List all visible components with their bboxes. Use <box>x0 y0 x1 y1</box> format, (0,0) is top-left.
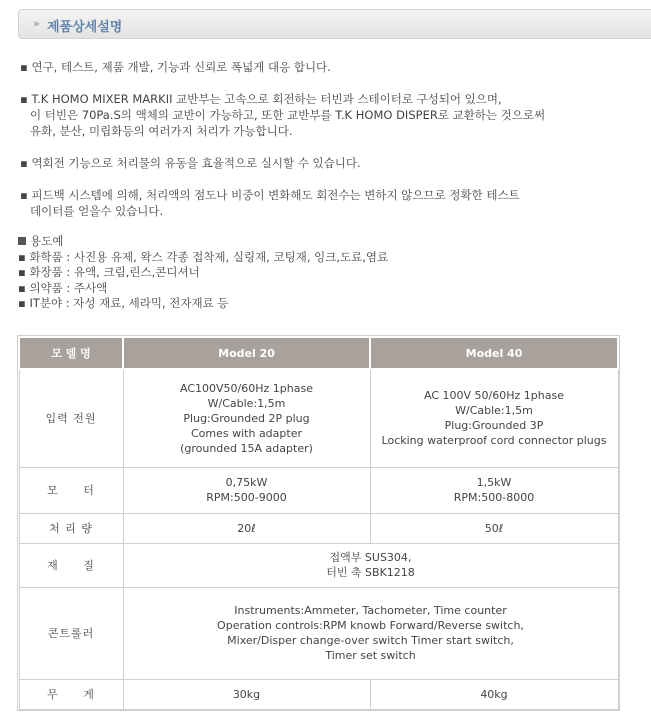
controller-value <box>123 587 618 679</box>
table-row-weight <box>19 679 618 709</box>
feature-paragraph-3 <box>20 155 361 171</box>
cell-line: Timer set switch <box>325 649 416 662</box>
table-row-controller <box>19 587 618 679</box>
usage-item: ▪ 화장품 : 유액, 크림,린스,콘디셔너 <box>18 265 200 279</box>
cell-line: W/Cable:1,5m <box>207 396 286 410</box>
usage-item: ▪ 화학품 : 사진용 유제, 왁스 각종 접착제, 실링재, 코팅재, 잉크,도료,염료 <box>18 249 389 264</box>
header-model-40: Model 40 <box>370 337 618 369</box>
feature-paragraph-1 <box>20 59 331 75</box>
cell-line: Mixer/Disper change-over switch Timer start switch, <box>227 634 514 647</box>
cell-line: Operation controls:RPM knowb Forward/Reverse switch, <box>217 619 524 632</box>
paragraph-line: 이 터빈은 70Pa.S의 액체의 교반이 가능하고, 또한 교반부를 T.K HOMO DISPER로 교환하는 것으로써 <box>30 108 546 122</box>
section-header <box>18 9 651 39</box>
table-row-motor <box>19 467 618 513</box>
paragraph-line: ▪ T.K HOMO MIXER MARKII 교반부는 고속으로 회전하는 터빈과 스테이터로 구성되어 있으며, <box>20 92 502 106</box>
cell-line: Instruments:Ammeter, Tachometer, Time counter <box>234 604 507 617</box>
chevron-right-icon: » <box>33 17 40 30</box>
cell-line: Plug:Grounded 2P plug <box>183 411 310 425</box>
weight-model-40: 40kg <box>370 679 618 709</box>
section-title: 제품상세설명 <box>47 20 123 35</box>
motor-model-40 <box>370 467 618 513</box>
header-model-name: 모 델 명 <box>19 337 123 369</box>
paragraph-line: 데이터를 얻을수 있습니다. <box>30 204 164 218</box>
cell-line: RPM:500-8000 <box>453 491 535 504</box>
cell-line: Plug:Grounded 3P <box>444 419 544 433</box>
cell-line: 접액부 SUS304, <box>329 551 412 564</box>
feature-paragraph-2 <box>20 91 545 139</box>
spec-table <box>18 336 619 710</box>
paragraph-line: ▪ 피드백 시스템에 의해, 처리액의 점도나 비중이 변화해도 회전수는 변하지 않으므로 정확한 테스트 <box>20 188 520 202</box>
cell-line: 터빈 축 SBK1218 <box>326 566 415 579</box>
row-label-weight: 무 게 <box>19 679 123 709</box>
power-model-20 <box>123 369 370 467</box>
material-value <box>123 543 618 587</box>
cell-line: (grounded 15A adapter) <box>180 441 313 455</box>
cell-line: AC 100V 50/60Hz 1phase <box>424 389 564 403</box>
cell-line: 0,75kW <box>225 476 268 489</box>
weight-model-20: 30kg <box>123 679 370 709</box>
paragraph-line: ▪ 역회전 기능으로 처리물의 유동을 효율적으로 실시할 수 있습니다. <box>20 156 361 170</box>
usage-examples <box>18 234 388 312</box>
table-row-material <box>19 543 618 587</box>
power-model-40 <box>370 369 618 467</box>
usage-title-row <box>18 234 388 250</box>
row-label-controller: 콘트롤러 <box>19 587 123 679</box>
usage-item: ▪ IT분야 : 자성 재료, 세라믹, 전자재료 등 <box>18 296 229 310</box>
motor-model-20 <box>123 467 370 513</box>
cell-line: W/Cable:1,5m <box>455 404 533 418</box>
usage-item: ▪ 의약품 : 주사액 <box>18 280 108 295</box>
cell-line: 1,5kW <box>476 476 512 489</box>
table-row-power <box>19 369 618 467</box>
table-row-capacity <box>19 513 618 543</box>
row-label-capacity: 처 리 량 <box>19 513 123 543</box>
table-header-row <box>19 337 618 369</box>
square-bullet-icon <box>18 237 26 245</box>
feature-paragraph-4 <box>20 187 520 219</box>
capacity-model-20: 20ℓ <box>123 513 370 543</box>
capacity-model-40: 50ℓ <box>370 513 618 543</box>
row-label-power: 입력 전원 <box>19 369 123 467</box>
cell-line: AC100V50/60Hz 1phase <box>180 381 313 395</box>
header-model-20: Model 20 <box>123 337 370 369</box>
paragraph-line: ▪ 연구, 테스트, 제품 개발, 기능과 신뢰로 폭넓게 대응 합니다. <box>20 60 331 74</box>
usage-title: 용도예 <box>30 234 64 248</box>
row-label-motor: 모 터 <box>19 467 123 513</box>
cell-line: Comes with adapter <box>190 426 302 440</box>
row-label-material: 재 질 <box>19 543 123 587</box>
cell-line: RPM:500-9000 <box>206 491 287 504</box>
paragraph-line: 유화, 분산, 미립화등의 여러가지 처리가 가능합니다. <box>30 124 293 138</box>
cell-line: Locking waterproof cord connector plugs <box>381 434 607 448</box>
